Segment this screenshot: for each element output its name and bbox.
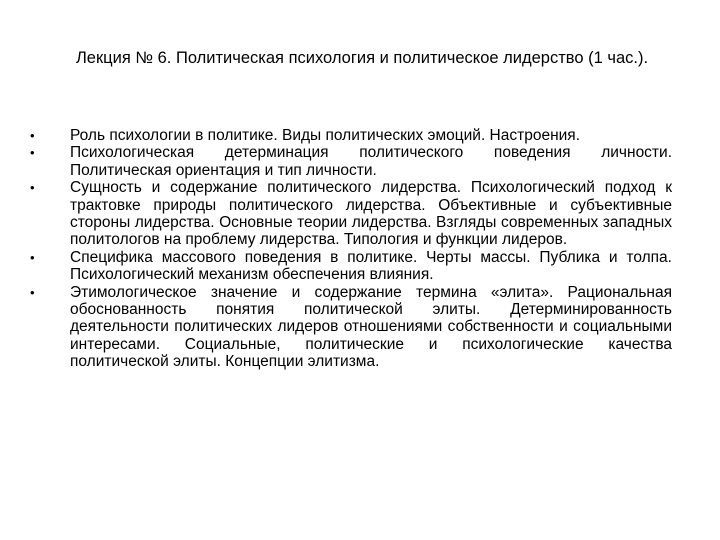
bullet-list: [26, 127, 672, 371]
bullet-dot-icon: •: [30, 145, 35, 161]
bullet-text: Психологическая детерминация политического поведения личности. Политическая ориентация и тип личности.: [70, 144, 672, 179]
bullet-text: Этимологическое значение и содержание термина «элита». Рациональная обоснованность понятия политической элиты. Детерминированность деятельности политических лидеров отношениями собственности и социальными интересами. Социальные, политические и психологические качества политической элиты. Концепции элитизма.: [70, 283, 672, 371]
bullet-dot-icon: •: [30, 249, 35, 265]
slide-title: Лекция № 6. Политическая психология и политическое лидерство (1 час.).: [75, 49, 649, 67]
bullet-text: Специфика массового поведения в политике. Черты массы. Публика и толпа. Психологический механизм обеспечения влияния.: [70, 248, 672, 284]
bullet-item: [26, 179, 672, 249]
bullet-text: Сущность и содержание политического лидерства. Психологический подход к трактовке природы политического лидерства. Объективные и субъективные стороны лидерства. Основные теории лидерства. Взгляды современных западных политологов на проблему лидерства. Типология и функции лидеров.: [70, 179, 672, 249]
bullet-text: Роль психологии в политике. Виды политических эмоций. Настроения.: [70, 127, 580, 144]
bullet-item: [26, 127, 672, 144]
bullet-dot-icon: •: [30, 284, 35, 300]
bullet-dot-icon: •: [30, 128, 35, 143]
bullet-item: [26, 284, 672, 371]
bullet-item: [26, 249, 672, 284]
bullet-dot-icon: •: [30, 180, 35, 196]
bullet-item: [26, 144, 672, 179]
